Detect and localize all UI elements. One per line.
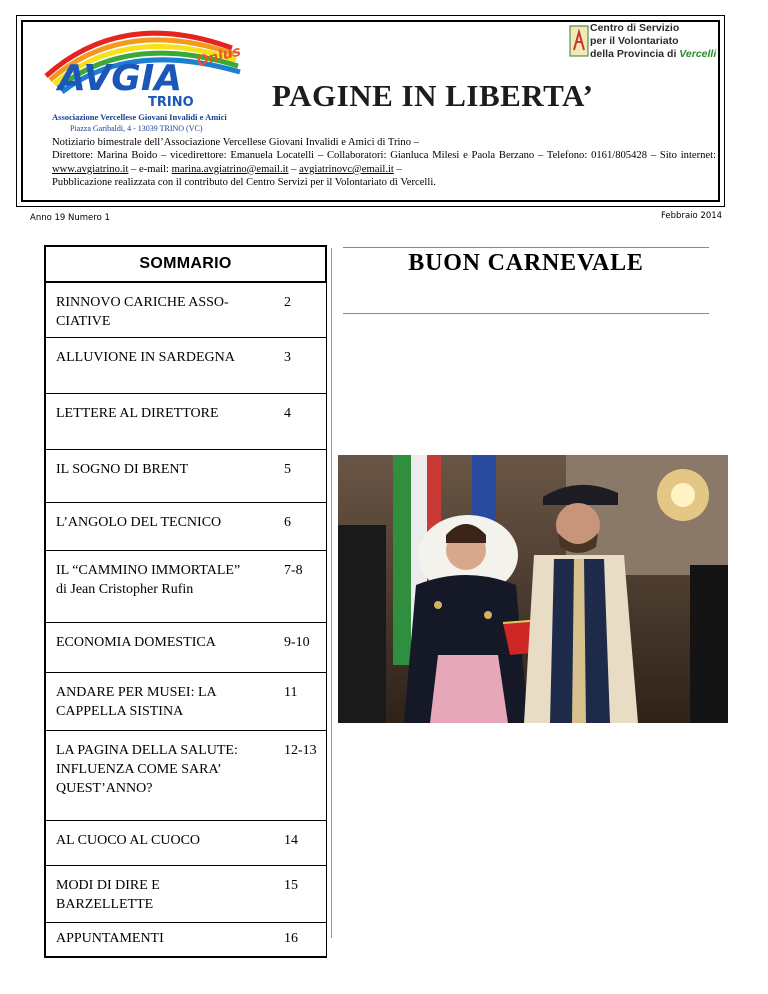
masthead-description: Notiziario bimestrale dell’Associazione Vercellese Giovani Invalidi e Amici di Trino – Direttore: Marina Boido – vicedirettore: Emanuela Locatelli – Collaboratori: Gianluca Milesi e Paola Berzano – Telefono: 0161/805428 – Sito internet: www.avgiatrino.it – e-mail: marina.avgiatrino@email.it – avgiatrinovc@email.it – Pubblicazione realizzata con il contributo del Centro Servizi per il Volontariato di Vercelli.: [52, 137, 717, 188]
toc-page: 7-8: [284, 563, 303, 578]
toc-label: ANDARE PER MUSEI: LA CAPPELLA SISTINA: [56, 685, 217, 719]
toc-row[interactable]: [46, 865, 326, 922]
toc-page: 4: [284, 406, 291, 421]
email-link-2[interactable]: avgiatrinovc@email.it: [299, 163, 394, 175]
csv-line-2: per il Volontariato: [590, 35, 679, 47]
logo-main-text: AVGIA: [58, 58, 183, 99]
toc-label: AL CUOCO AL CUOCO: [56, 833, 201, 848]
toc-label: IL “CAMMINO IMMORTALE” di Jean Cristopher Rufin: [56, 563, 241, 597]
csv-line-1: Centro di Servizio: [590, 22, 680, 34]
toc-page: 15: [284, 878, 298, 893]
toc-row[interactable]: [46, 672, 326, 730]
column-divider: [331, 248, 332, 938]
toc-row[interactable]: [46, 622, 326, 672]
toc-label: ECONOMIA DOMESTICA: [56, 635, 216, 650]
logo-badge-text: Onlus: [195, 43, 243, 70]
issue-date: Febbraio 2014: [661, 211, 723, 221]
toc-page: 3: [284, 350, 291, 365]
csv-accent: Vercelli: [679, 48, 717, 60]
toc-page: 14: [284, 833, 298, 848]
headline-rule-bottom: [343, 313, 709, 314]
desc-line-4: Pubblicazione realizzata con il contributo del Centro Servizi per il Volontariato di Vercelli.: [52, 176, 436, 188]
toc-row[interactable]: [46, 730, 326, 820]
toc-page: 16: [284, 931, 298, 946]
desc-line-2: Direttore: Marina Boido – vicedirettore: Emanuela Locatelli – Collaboratori: Gianluca Milesi e Paola Berzano – Telefono:: [52, 150, 588, 162]
toc-row[interactable]: [46, 550, 326, 622]
issue-number: Anno 19 Numero 1: [30, 213, 110, 223]
toc-label: LETTERE AL DIRETTORE: [56, 406, 219, 421]
csv-line-3: della Provincia di Vercelli: [590, 48, 717, 60]
toc-page: 9-10: [284, 635, 310, 650]
website-link[interactable]: www.avgiatrino.it: [52, 163, 129, 175]
toc-label: RINNOVO CARICHE ASSO- CIATIVE: [56, 295, 229, 329]
sommario: [44, 245, 327, 958]
toc-row[interactable]: [46, 283, 326, 337]
toc-row[interactable]: [46, 393, 326, 449]
toc-page: 6: [284, 515, 291, 530]
toc-row[interactable]: [46, 820, 326, 865]
headline: BUON CARNEVALE: [408, 250, 644, 276]
toc-page: 11: [284, 685, 298, 700]
toc-page: 5: [284, 462, 291, 477]
toc-row[interactable]: [46, 337, 326, 393]
toc-row[interactable]: [46, 449, 326, 502]
logo-place-text: TRINO: [148, 95, 194, 110]
logo-address: Piazza Garibaldi, 4 - 13039 TRINO (VC): [70, 124, 203, 133]
sommario-list: [44, 283, 327, 958]
toc-label: MODI DI DIRE E BARZELLETTE: [56, 878, 160, 912]
toc-label: APPUNTAMENTI: [56, 931, 164, 946]
toc-page: 2: [284, 295, 291, 310]
toc-label: IL SOGNO DI BRENT: [56, 462, 189, 477]
email-link-1[interactable]: marina.avgiatrino@email.it: [171, 163, 289, 175]
toc-page: 12-13: [284, 743, 317, 758]
desc-line-1: Notiziario bimestrale dell’Associazione Vercellese Giovani Invalidi e Amici di Trino –: [52, 137, 419, 148]
toc-label: LA PAGINA DELLA SALUTE: INFLUENZA COME SARA’ QUEST’ANNO?: [56, 743, 238, 796]
sommario-title: SOMMARIO: [44, 245, 327, 283]
toc-row[interactable]: [46, 922, 326, 956]
newsletter-title: PAGINE IN LIBERTA’: [272, 78, 594, 113]
desc-phone: 0161/805428 – Sito internet:: [591, 150, 717, 162]
toc-row[interactable]: [46, 502, 326, 550]
headline-rule-top: [343, 247, 709, 248]
toc-label: ALLUVIONE IN SARDEGNA: [56, 350, 235, 365]
toc-label: L’ANGOLO DEL TECNICO: [56, 515, 222, 530]
logo-subtitle: Associazione Vercellese Giovani Invalidi e Amici: [52, 112, 227, 122]
carnival-photo: [338, 455, 728, 723]
csv-logo-text: [590, 22, 716, 61]
